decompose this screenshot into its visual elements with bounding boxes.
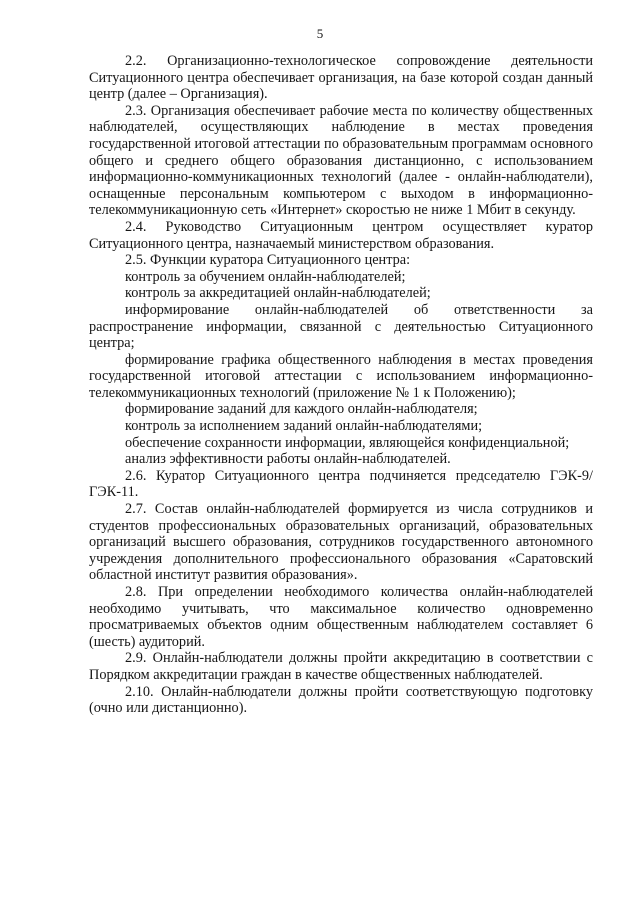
list-item: формирование заданий для каждого онлайн-наблюдателя; <box>125 401 478 418</box>
list-item: анализ эффективности работы онлайн-наблюдателей. <box>125 451 451 468</box>
list-item: обеспечение сохранности информации, являющейся конфиденциальной; <box>125 434 570 451</box>
paragraph-2-9: 2.9. Онлайн-наблюдатели должны пройти аккредитацию в соответствии с Порядком аккредитации граждан в качестве общественных наблюдателей. <box>89 650 593 683</box>
paragraph-2-3: 2.3. Организация обеспечивает рабочие места по количеству общественных наблюдателей, осуществляющих наблюдение в местах проведения государственной итоговой аттестации по образовательным программам основного общего и среднего общего образования дистанционно, с использованием информационно-коммуникационных технологий (далее - онлайн-наблюдатели), оснащенные персональным компьютером с выходом в информационно-телекоммуникационную сеть «Интернет» скоростью не ниже 1 Мбит в секунду. <box>89 102 593 219</box>
list-item: формирование графика общественного наблюдения в местах проведения государственной итоговой аттестации с использованием информационно-телекоммуникационных технологий (приложение № 1 к Положению); <box>89 351 593 401</box>
list-item: контроль за исполнением заданий онлайн-наблюдателями; <box>125 418 483 435</box>
document-body <box>89 53 593 717</box>
page-number: 5 <box>316 26 324 41</box>
paragraph-2-10: 2.10. Онлайн-наблюдатели должны пройти соответствующую подготовку (очно или дистанционно). <box>89 683 593 717</box>
list-item: контроль за аккредитацией онлайн-наблюдателей; <box>125 285 431 302</box>
list-item: контроль за обучением онлайн-наблюдателей; <box>125 268 406 285</box>
paragraph-2-5: 2.5. Функции куратора Ситуационного центра: <box>125 252 411 269</box>
paragraph-2-2: 2.2. Организационно-технологическое сопровождение деятельности Ситуационного центра обеспечивает организация, на базе которой создан данный центр (далее – Организация). <box>89 53 593 103</box>
paragraph-2-4: 2.4. Руководство Ситуационным центром осуществляет куратор Ситуационного центра, назначаемый министерством образования. <box>89 218 593 252</box>
paragraph-2-6: 2.6. Куратор Ситуационного центра подчиняется председателю ГЭК-9/ГЭК-11. <box>89 467 593 501</box>
paragraph-2-8: 2.8. При определении необходимого количества онлайн-наблюдателей необходимо учитывать, что максимальное количество одновременно просматриваемых объектов одним общественным наблюдателем составляет 6 (шесть) аудиторий. <box>89 584 593 650</box>
list-item: информирование онлайн-наблюдателей об ответственности за распространение информации, связанной с деятельностью Ситуационного центра; <box>89 301 593 352</box>
paragraph-2-7: 2.7. Состав онлайн-наблюдателей формируется из числа сотрудников и студентов профессиональных образовательных организаций, образовательных организаций высшего образования, сотрудников государственного автономного учреждения дополнительного профессионального образования «Саратовский областной институт развития образования». <box>89 501 593 584</box>
